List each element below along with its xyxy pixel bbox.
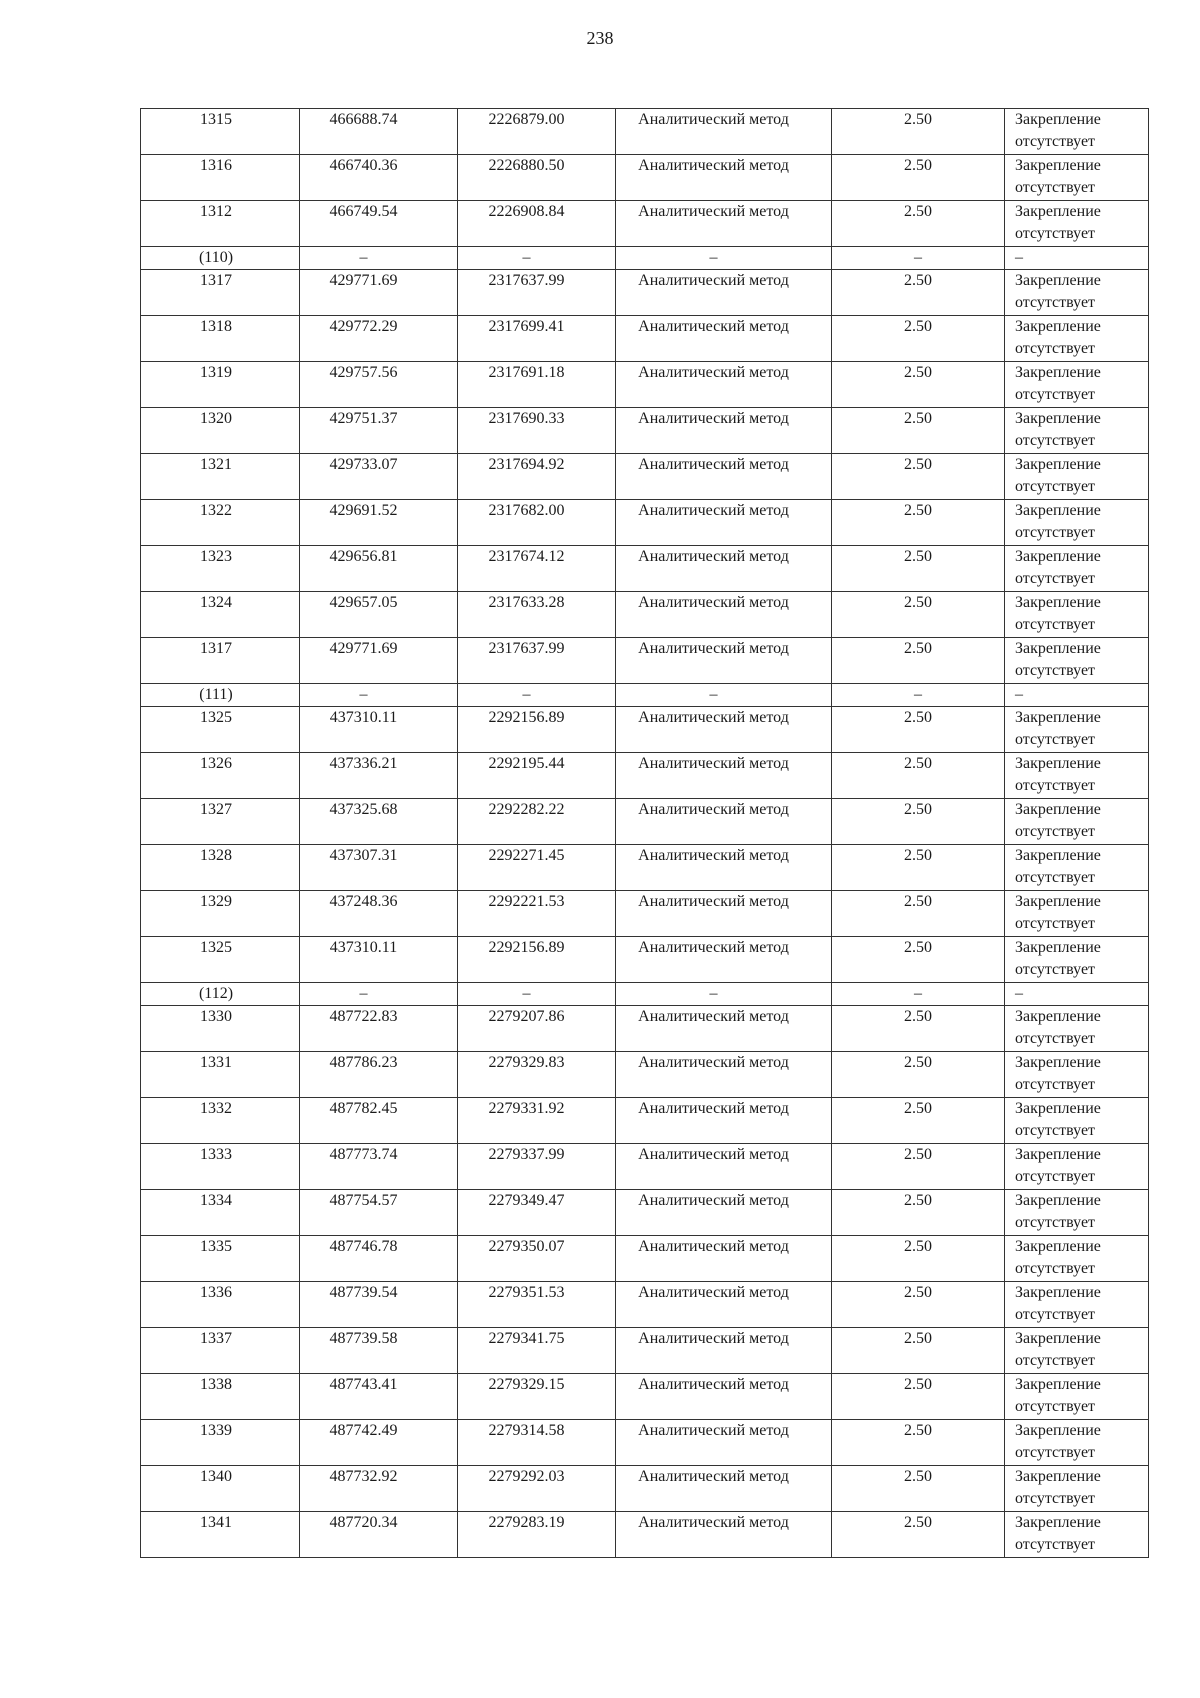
x-coordinate-cell: 487782.45: [300, 1098, 458, 1144]
table-row: [141, 270, 1149, 316]
dash-cell: –: [1005, 684, 1149, 707]
fixing-cell: Закрепление отсутствует: [1005, 109, 1149, 155]
point-number-cell: 1333: [141, 1144, 300, 1190]
precision-cell: 2.50: [832, 707, 1005, 753]
y-coordinate-cell: 2279349.47: [458, 1190, 616, 1236]
fixing-cell: Закрепление отсутствует: [1005, 1098, 1149, 1144]
table-row: [141, 500, 1149, 546]
x-coordinate-cell: 429656.81: [300, 546, 458, 592]
fixing-cell: Закрепление отсутствует: [1005, 1328, 1149, 1374]
x-coordinate-cell: 429691.52: [300, 500, 458, 546]
point-number-cell: 1331: [141, 1052, 300, 1098]
precision-cell: 2.50: [832, 592, 1005, 638]
table-row: [141, 1328, 1149, 1374]
method-cell: Аналитический метод: [616, 546, 832, 592]
method-cell: Аналитический метод: [616, 845, 832, 891]
point-number-cell: 1319: [141, 362, 300, 408]
fixing-cell: Закрепление отсутствует: [1005, 1006, 1149, 1052]
point-number-cell: 1326: [141, 753, 300, 799]
precision-cell: 2.50: [832, 408, 1005, 454]
precision-cell: 2.50: [832, 546, 1005, 592]
dash-cell: –: [458, 983, 616, 1006]
table-row: [141, 1236, 1149, 1282]
dash-cell: –: [458, 247, 616, 270]
table-row: [141, 592, 1149, 638]
dash-cell: –: [1005, 983, 1149, 1006]
point-number-cell: 1316: [141, 155, 300, 201]
fixing-cell: Закрепление отсутствует: [1005, 270, 1149, 316]
table-row: [141, 638, 1149, 684]
method-cell: Аналитический метод: [616, 454, 832, 500]
point-number-cell: 1332: [141, 1098, 300, 1144]
fixing-cell: Закрепление отсутствует: [1005, 500, 1149, 546]
method-cell: Аналитический метод: [616, 1006, 832, 1052]
method-cell: Аналитический метод: [616, 500, 832, 546]
dash-cell: –: [300, 684, 458, 707]
fixing-cell: Закрепление отсутствует: [1005, 362, 1149, 408]
y-coordinate-cell: 2317637.99: [458, 638, 616, 684]
table-row: [141, 799, 1149, 845]
fixing-cell: Закрепление отсутствует: [1005, 707, 1149, 753]
x-coordinate-cell: 487773.74: [300, 1144, 458, 1190]
x-coordinate-cell: 429657.05: [300, 592, 458, 638]
table-row: [141, 408, 1149, 454]
dash-cell: –: [616, 983, 832, 1006]
precision-cell: 2.50: [832, 1190, 1005, 1236]
x-coordinate-cell: 429771.69: [300, 638, 458, 684]
table-row: [141, 937, 1149, 983]
point-number-cell: 1339: [141, 1420, 300, 1466]
table-row: [141, 316, 1149, 362]
precision-cell: 2.50: [832, 1466, 1005, 1512]
dash-cell: –: [832, 247, 1005, 270]
y-coordinate-cell: 2279329.83: [458, 1052, 616, 1098]
method-cell: Аналитический метод: [616, 316, 832, 362]
y-coordinate-cell: 2317691.18: [458, 362, 616, 408]
precision-cell: 2.50: [832, 155, 1005, 201]
fixing-cell: Закрепление отсутствует: [1005, 316, 1149, 362]
method-cell: Аналитический метод: [616, 408, 832, 454]
method-cell: Аналитический метод: [616, 1236, 832, 1282]
y-coordinate-cell: 2279331.92: [458, 1098, 616, 1144]
point-number-cell: 1312: [141, 201, 300, 247]
fixing-cell: Закрепление отсутствует: [1005, 454, 1149, 500]
table-row: [141, 1190, 1149, 1236]
method-cell: Аналитический метод: [616, 891, 832, 937]
precision-cell: 2.50: [832, 1328, 1005, 1374]
dash-cell: –: [300, 247, 458, 270]
table-row: [141, 845, 1149, 891]
precision-cell: 2.50: [832, 753, 1005, 799]
dash-cell: –: [1005, 247, 1149, 270]
point-number-cell: 1337: [141, 1328, 300, 1374]
method-cell: Аналитический метод: [616, 1098, 832, 1144]
y-coordinate-cell: 2226880.50: [458, 155, 616, 201]
x-coordinate-cell: 437310.11: [300, 937, 458, 983]
dash-cell: –: [300, 983, 458, 1006]
fixing-cell: Закрепление отсутствует: [1005, 845, 1149, 891]
precision-cell: 2.50: [832, 1512, 1005, 1558]
fixing-cell: Закрепление отсутствует: [1005, 937, 1149, 983]
y-coordinate-cell: 2226908.84: [458, 201, 616, 247]
point-number-cell: 1315: [141, 109, 300, 155]
point-number-cell: 1320: [141, 408, 300, 454]
x-coordinate-cell: 466688.74: [300, 109, 458, 155]
method-cell: Аналитический метод: [616, 937, 832, 983]
point-number-cell: 1318: [141, 316, 300, 362]
precision-cell: 2.50: [832, 454, 1005, 500]
y-coordinate-cell: 2317690.33: [458, 408, 616, 454]
x-coordinate-cell: 466749.54: [300, 201, 458, 247]
table-section-row: [141, 247, 1149, 270]
y-coordinate-cell: 2279329.15: [458, 1374, 616, 1420]
fixing-cell: Закрепление отсутствует: [1005, 201, 1149, 247]
precision-cell: 2.50: [832, 270, 1005, 316]
x-coordinate-cell: 487732.92: [300, 1466, 458, 1512]
y-coordinate-cell: 2292156.89: [458, 707, 616, 753]
y-coordinate-cell: 2317694.92: [458, 454, 616, 500]
fixing-cell: Закрепление отсутствует: [1005, 546, 1149, 592]
x-coordinate-cell: 487722.83: [300, 1006, 458, 1052]
point-number-cell: 1328: [141, 845, 300, 891]
method-cell: Аналитический метод: [616, 753, 832, 799]
x-coordinate-cell: 487743.41: [300, 1374, 458, 1420]
table-row: [141, 109, 1149, 155]
section-number-cell: (110): [141, 247, 300, 270]
method-cell: Аналитический метод: [616, 109, 832, 155]
fixing-cell: Закрепление отсутствует: [1005, 799, 1149, 845]
fixing-cell: Закрепление отсутствует: [1005, 1512, 1149, 1558]
x-coordinate-cell: 429751.37: [300, 408, 458, 454]
dash-cell: –: [458, 684, 616, 707]
point-number-cell: 1338: [141, 1374, 300, 1420]
y-coordinate-cell: 2317633.28: [458, 592, 616, 638]
table-row: [141, 1052, 1149, 1098]
y-coordinate-cell: 2279292.03: [458, 1466, 616, 1512]
point-number-cell: 1340: [141, 1466, 300, 1512]
table-row: [141, 891, 1149, 937]
y-coordinate-cell: 2317637.99: [458, 270, 616, 316]
table-row: [141, 546, 1149, 592]
method-cell: Аналитический метод: [616, 1144, 832, 1190]
table-row: [141, 454, 1149, 500]
table-row: [141, 201, 1149, 247]
coordinates-table-body: [141, 109, 1149, 1558]
precision-cell: 2.50: [832, 109, 1005, 155]
dash-cell: –: [616, 684, 832, 707]
method-cell: Аналитический метод: [616, 1052, 832, 1098]
method-cell: Аналитический метод: [616, 1282, 832, 1328]
table-section-row: [141, 684, 1149, 707]
table-section-row: [141, 983, 1149, 1006]
method-cell: Аналитический метод: [616, 270, 832, 316]
x-coordinate-cell: 437325.68: [300, 799, 458, 845]
table-row: [141, 1098, 1149, 1144]
x-coordinate-cell: 429772.29: [300, 316, 458, 362]
y-coordinate-cell: 2317682.00: [458, 500, 616, 546]
fixing-cell: Закрепление отсутствует: [1005, 1466, 1149, 1512]
precision-cell: 2.50: [832, 316, 1005, 362]
y-coordinate-cell: 2317699.41: [458, 316, 616, 362]
fixing-cell: Закрепление отсутствует: [1005, 1236, 1149, 1282]
method-cell: Аналитический метод: [616, 155, 832, 201]
precision-cell: 2.50: [832, 891, 1005, 937]
point-number-cell: 1322: [141, 500, 300, 546]
point-number-cell: 1323: [141, 546, 300, 592]
point-number-cell: 1335: [141, 1236, 300, 1282]
precision-cell: 2.50: [832, 1374, 1005, 1420]
precision-cell: 2.50: [832, 500, 1005, 546]
section-number-cell: (112): [141, 983, 300, 1006]
method-cell: Аналитический метод: [616, 1466, 832, 1512]
table-row: [141, 155, 1149, 201]
y-coordinate-cell: 2292156.89: [458, 937, 616, 983]
fixing-cell: Закрепление отсутствует: [1005, 1282, 1149, 1328]
dash-cell: –: [832, 684, 1005, 707]
table-row: [141, 1466, 1149, 1512]
fixing-cell: Закрепление отсутствует: [1005, 1374, 1149, 1420]
y-coordinate-cell: 2226879.00: [458, 109, 616, 155]
fixing-cell: Закрепление отсутствует: [1005, 1420, 1149, 1466]
method-cell: Аналитический метод: [616, 1328, 832, 1374]
table-row: [141, 1144, 1149, 1190]
fixing-cell: Закрепление отсутствует: [1005, 408, 1149, 454]
precision-cell: 2.50: [832, 1236, 1005, 1282]
x-coordinate-cell: 466740.36: [300, 155, 458, 201]
x-coordinate-cell: 429733.07: [300, 454, 458, 500]
fixing-cell: Закрепление отсутствует: [1005, 592, 1149, 638]
y-coordinate-cell: 2292221.53: [458, 891, 616, 937]
y-coordinate-cell: 2279341.75: [458, 1328, 616, 1374]
table-row: [141, 362, 1149, 408]
fixing-cell: Закрепление отсутствует: [1005, 1052, 1149, 1098]
x-coordinate-cell: 487739.58: [300, 1328, 458, 1374]
fixing-cell: Закрепление отсутствует: [1005, 753, 1149, 799]
precision-cell: 2.50: [832, 1052, 1005, 1098]
x-coordinate-cell: 437307.31: [300, 845, 458, 891]
y-coordinate-cell: 2279337.99: [458, 1144, 616, 1190]
point-number-cell: 1324: [141, 592, 300, 638]
method-cell: Аналитический метод: [616, 1512, 832, 1558]
y-coordinate-cell: 2317674.12: [458, 546, 616, 592]
fixing-cell: Закрепление отсутствует: [1005, 1190, 1149, 1236]
y-coordinate-cell: 2292282.22: [458, 799, 616, 845]
point-number-cell: 1329: [141, 891, 300, 937]
method-cell: Аналитический метод: [616, 362, 832, 408]
point-number-cell: 1330: [141, 1006, 300, 1052]
point-number-cell: 1321: [141, 454, 300, 500]
y-coordinate-cell: 2279350.07: [458, 1236, 616, 1282]
precision-cell: 2.50: [832, 1282, 1005, 1328]
x-coordinate-cell: 487742.49: [300, 1420, 458, 1466]
point-number-cell: 1317: [141, 270, 300, 316]
method-cell: Аналитический метод: [616, 799, 832, 845]
fixing-cell: Закрепление отсутствует: [1005, 638, 1149, 684]
precision-cell: 2.50: [832, 362, 1005, 408]
x-coordinate-cell: 437336.21: [300, 753, 458, 799]
y-coordinate-cell: 2279351.53: [458, 1282, 616, 1328]
method-cell: Аналитический метод: [616, 1190, 832, 1236]
precision-cell: 2.50: [832, 1420, 1005, 1466]
x-coordinate-cell: 487786.23: [300, 1052, 458, 1098]
table-row: [141, 1420, 1149, 1466]
table-row: [141, 753, 1149, 799]
x-coordinate-cell: 487720.34: [300, 1512, 458, 1558]
point-number-cell: 1336: [141, 1282, 300, 1328]
y-coordinate-cell: 2292195.44: [458, 753, 616, 799]
precision-cell: 2.50: [832, 1144, 1005, 1190]
fixing-cell: Закрепление отсутствует: [1005, 891, 1149, 937]
method-cell: Аналитический метод: [616, 201, 832, 247]
precision-cell: 2.50: [832, 937, 1005, 983]
y-coordinate-cell: 2292271.45: [458, 845, 616, 891]
x-coordinate-cell: 487754.57: [300, 1190, 458, 1236]
x-coordinate-cell: 487746.78: [300, 1236, 458, 1282]
precision-cell: 2.50: [832, 799, 1005, 845]
table-row: [141, 1282, 1149, 1328]
precision-cell: 2.50: [832, 638, 1005, 684]
fixing-cell: Закрепление отсутствует: [1005, 155, 1149, 201]
y-coordinate-cell: 2279283.19: [458, 1512, 616, 1558]
point-number-cell: 1327: [141, 799, 300, 845]
point-number-cell: 1325: [141, 937, 300, 983]
x-coordinate-cell: 429757.56: [300, 362, 458, 408]
x-coordinate-cell: 429771.69: [300, 270, 458, 316]
fixing-cell: Закрепление отсутствует: [1005, 1144, 1149, 1190]
page-number: 238: [586, 28, 614, 48]
point-number-cell: 1334: [141, 1190, 300, 1236]
method-cell: Аналитический метод: [616, 1420, 832, 1466]
point-number-cell: 1341: [141, 1512, 300, 1558]
precision-cell: 2.50: [832, 1006, 1005, 1052]
y-coordinate-cell: 2279314.58: [458, 1420, 616, 1466]
y-coordinate-cell: 2279207.86: [458, 1006, 616, 1052]
table-row: [141, 1374, 1149, 1420]
point-number-cell: 1317: [141, 638, 300, 684]
precision-cell: 2.50: [832, 1098, 1005, 1144]
method-cell: Аналитический метод: [616, 1374, 832, 1420]
coordinates-table: [140, 108, 1149, 1558]
table-row: [141, 1006, 1149, 1052]
table-row: [141, 1512, 1149, 1558]
precision-cell: 2.50: [832, 845, 1005, 891]
method-cell: Аналитический метод: [616, 638, 832, 684]
method-cell: Аналитический метод: [616, 707, 832, 753]
dash-cell: –: [616, 247, 832, 270]
precision-cell: 2.50: [832, 201, 1005, 247]
table-row: [141, 707, 1149, 753]
section-number-cell: (111): [141, 684, 300, 707]
x-coordinate-cell: 437310.11: [300, 707, 458, 753]
point-number-cell: 1325: [141, 707, 300, 753]
x-coordinate-cell: 437248.36: [300, 891, 458, 937]
x-coordinate-cell: 487739.54: [300, 1282, 458, 1328]
dash-cell: –: [832, 983, 1005, 1006]
method-cell: Аналитический метод: [616, 592, 832, 638]
